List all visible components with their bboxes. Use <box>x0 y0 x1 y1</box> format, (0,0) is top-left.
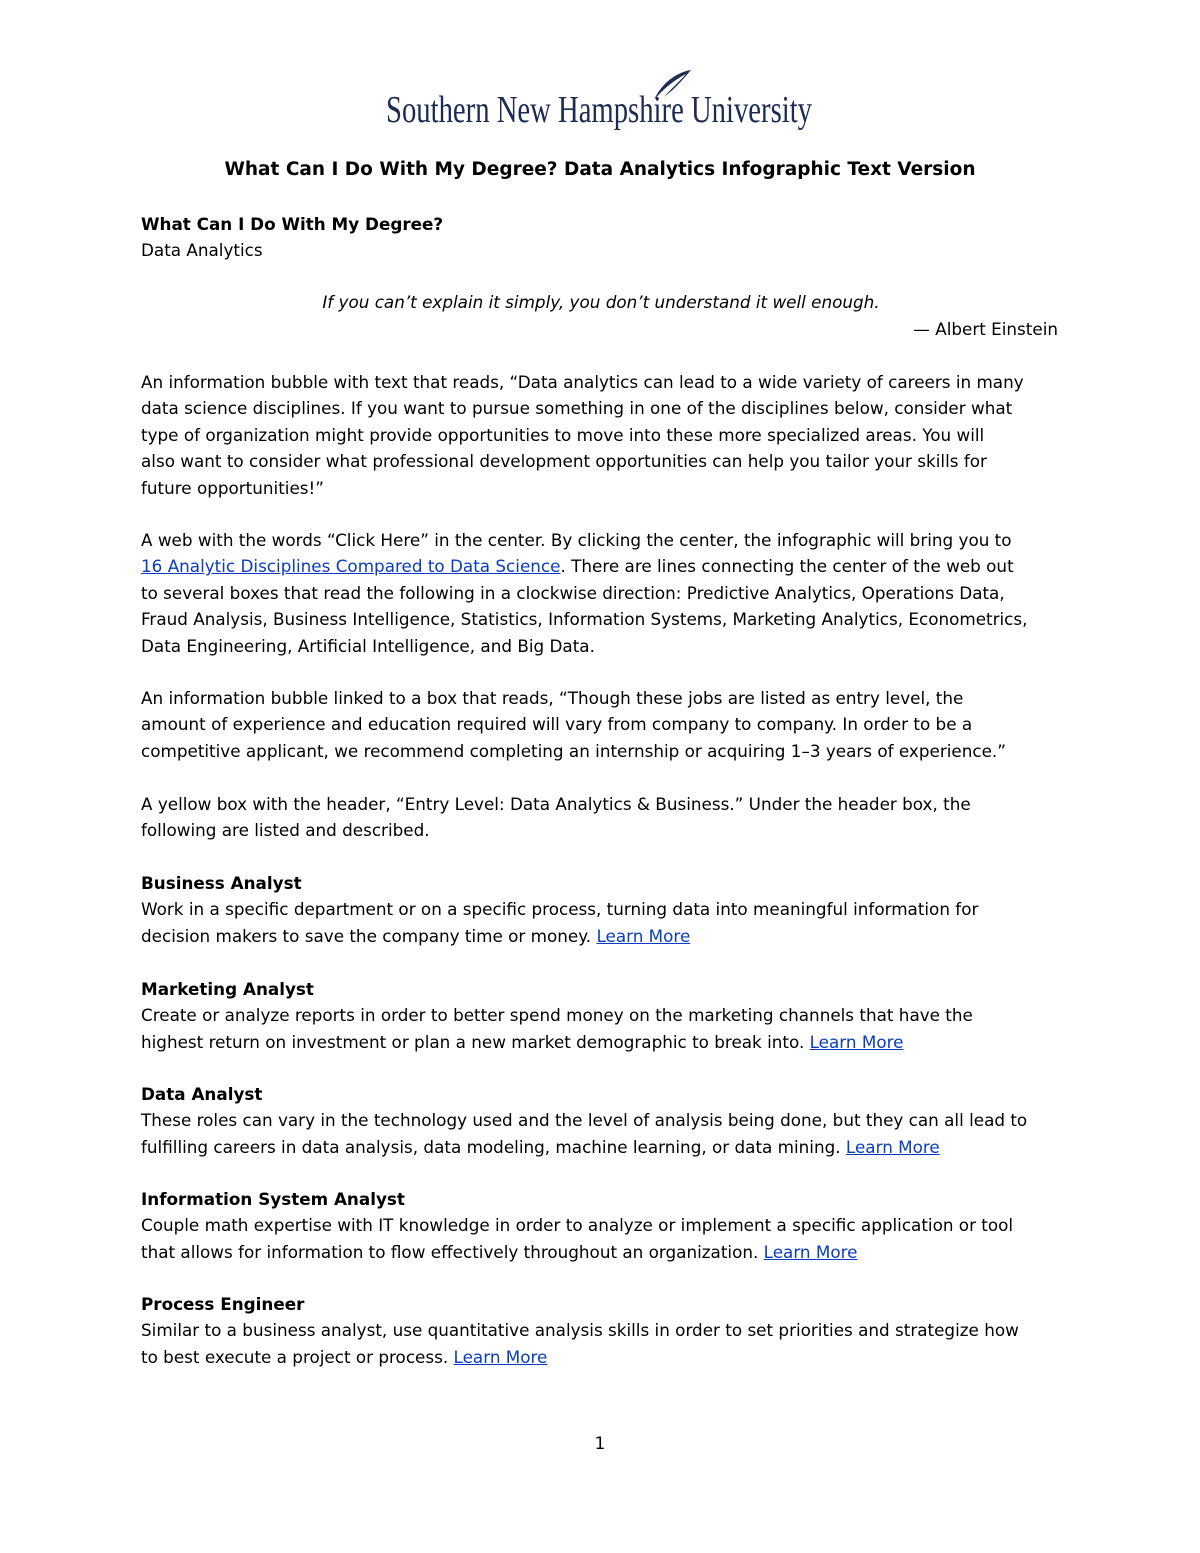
job-description-line: Work in a specific department or on a specific process, turning data into meaningful information for <box>141 899 979 920</box>
job-description-line: These roles can vary in the technology used and the level of analysis being done, but they can all lead to <box>141 1110 1028 1131</box>
job-title: Process Engineer <box>141 1294 305 1314</box>
job-description-line: Create or analyze reports in order to better spend money on the marketing channels that have the <box>141 1005 973 1026</box>
learn-more-link[interactable]: Learn More <box>845 1136 940 1157</box>
text-line: An information bubble linked to a box that reads, “Though these jobs are listed as entry level, the <box>141 688 964 708</box>
paragraph-web <box>141 527 1061 659</box>
text-line-continued: . There are lines connecting the center of the web out <box>560 556 1014 577</box>
leaf-quill-icon <box>386 64 814 140</box>
page-number: 1 <box>594 1433 606 1453</box>
text-line: competitive applicant, we recommend completing an internship or acquiring 1–3 years of experience.” <box>141 740 1006 761</box>
job-description-text: highest return on investment or plan a new market demographic to break into. <box>141 1031 810 1052</box>
text-line: data science disciplines. If you want to pursue something in one of the disciplines below, consider what <box>141 398 1013 419</box>
text-line: Data Engineering, Artificial Intelligence, and Big Data. <box>141 635 595 656</box>
learn-more-link[interactable]: Learn More <box>453 1346 548 1367</box>
text-line: future opportunities!” <box>141 477 324 498</box>
job-title: Information System Analyst <box>141 1189 405 1209</box>
job-business-analyst <box>141 870 1061 949</box>
job-description-line <box>141 1344 1061 1370</box>
quote-author: — Albert Einstein <box>913 319 1058 339</box>
svg-text:Southern New Hampshire Univers: Southern New Hampshire University <box>386 89 812 131</box>
text-line: Fraud Analysis, Business Intelligence, Statistics, Information Systems, Marketing Analytics, Econometrics, <box>141 609 1028 630</box>
paragraph-info-bubble <box>141 369 1061 501</box>
job-title: Business Analyst <box>141 873 302 893</box>
university-logo <box>386 64 814 140</box>
paragraph-entry-level-note <box>141 685 1061 764</box>
text-line: A yellow box with the header, “Entry Level: Data Analytics & Business.” Under the header box, the <box>141 794 971 814</box>
text-line: also want to consider what professional development opportunities can help you tailor your skills for <box>141 451 987 472</box>
job-description-text: to best execute a project or process. <box>141 1346 454 1367</box>
paragraph-yellow-box <box>141 791 1061 844</box>
text-line: to several boxes that read the following in a clockwise direction: Predictive Analytics, Operations Data, <box>141 582 1005 603</box>
job-description-line <box>141 1239 1061 1265</box>
job-process-engineer <box>141 1291 1061 1370</box>
job-data-analyst <box>141 1081 1061 1160</box>
job-marketing-analyst <box>141 976 1061 1055</box>
job-description-text: decision makers to save the company time or money. <box>141 925 597 946</box>
quote-text: If you can’t explain it simply, you don’t understand it well enough. <box>322 292 880 312</box>
document-title: What Can I Do With My Degree? Data Analytics Infographic Text Version <box>224 159 976 180</box>
job-description-line: Similar to a business analyst, use quantitative analysis skills in order to set priorities and strategize how <box>141 1320 1019 1341</box>
learn-more-link[interactable]: Learn More <box>763 1241 858 1262</box>
job-information-system-analyst <box>141 1186 1061 1265</box>
job-description-line <box>141 923 1061 949</box>
intro-heading: What Can I Do With My Degree? <box>141 214 444 234</box>
intro-subheading: Data Analytics <box>141 240 263 261</box>
job-title: Marketing Analyst <box>141 979 314 999</box>
job-title: Data Analyst <box>141 1084 263 1104</box>
analytic-disciplines-link[interactable]: 16 Analytic Disciplines Compared to Data Science <box>141 556 561 577</box>
job-description-text: fulfilling careers in data analysis, data modeling, machine learning, or data mining. <box>141 1136 846 1157</box>
text-line: type of organization might provide opportunities to move into these more specialized areas. You will <box>141 424 985 445</box>
job-description-text: that allows for information to flow effectively throughout an organization. <box>141 1241 764 1262</box>
learn-more-link[interactable]: Learn More <box>809 1031 904 1052</box>
job-description-line <box>141 1029 1061 1055</box>
job-description-line: Couple math expertise with IT knowledge in order to analyze or implement a specific application or tool <box>141 1215 1014 1236</box>
learn-more-link[interactable]: Learn More <box>596 925 691 946</box>
job-description-line <box>141 1134 1061 1160</box>
text-line: amount of experience and education required will vary from company to company. In order to be a <box>141 714 973 735</box>
text-line: A web with the words “Click Here” in the center. By clicking the center, the infographic will bring you to <box>141 530 1012 550</box>
text-line: following are listed and described. <box>141 820 430 841</box>
text-line: An information bubble with text that reads, “Data analytics can lead to a wide variety of careers in many <box>141 372 1024 392</box>
intro-block <box>141 211 1061 264</box>
text-line <box>141 553 1061 579</box>
